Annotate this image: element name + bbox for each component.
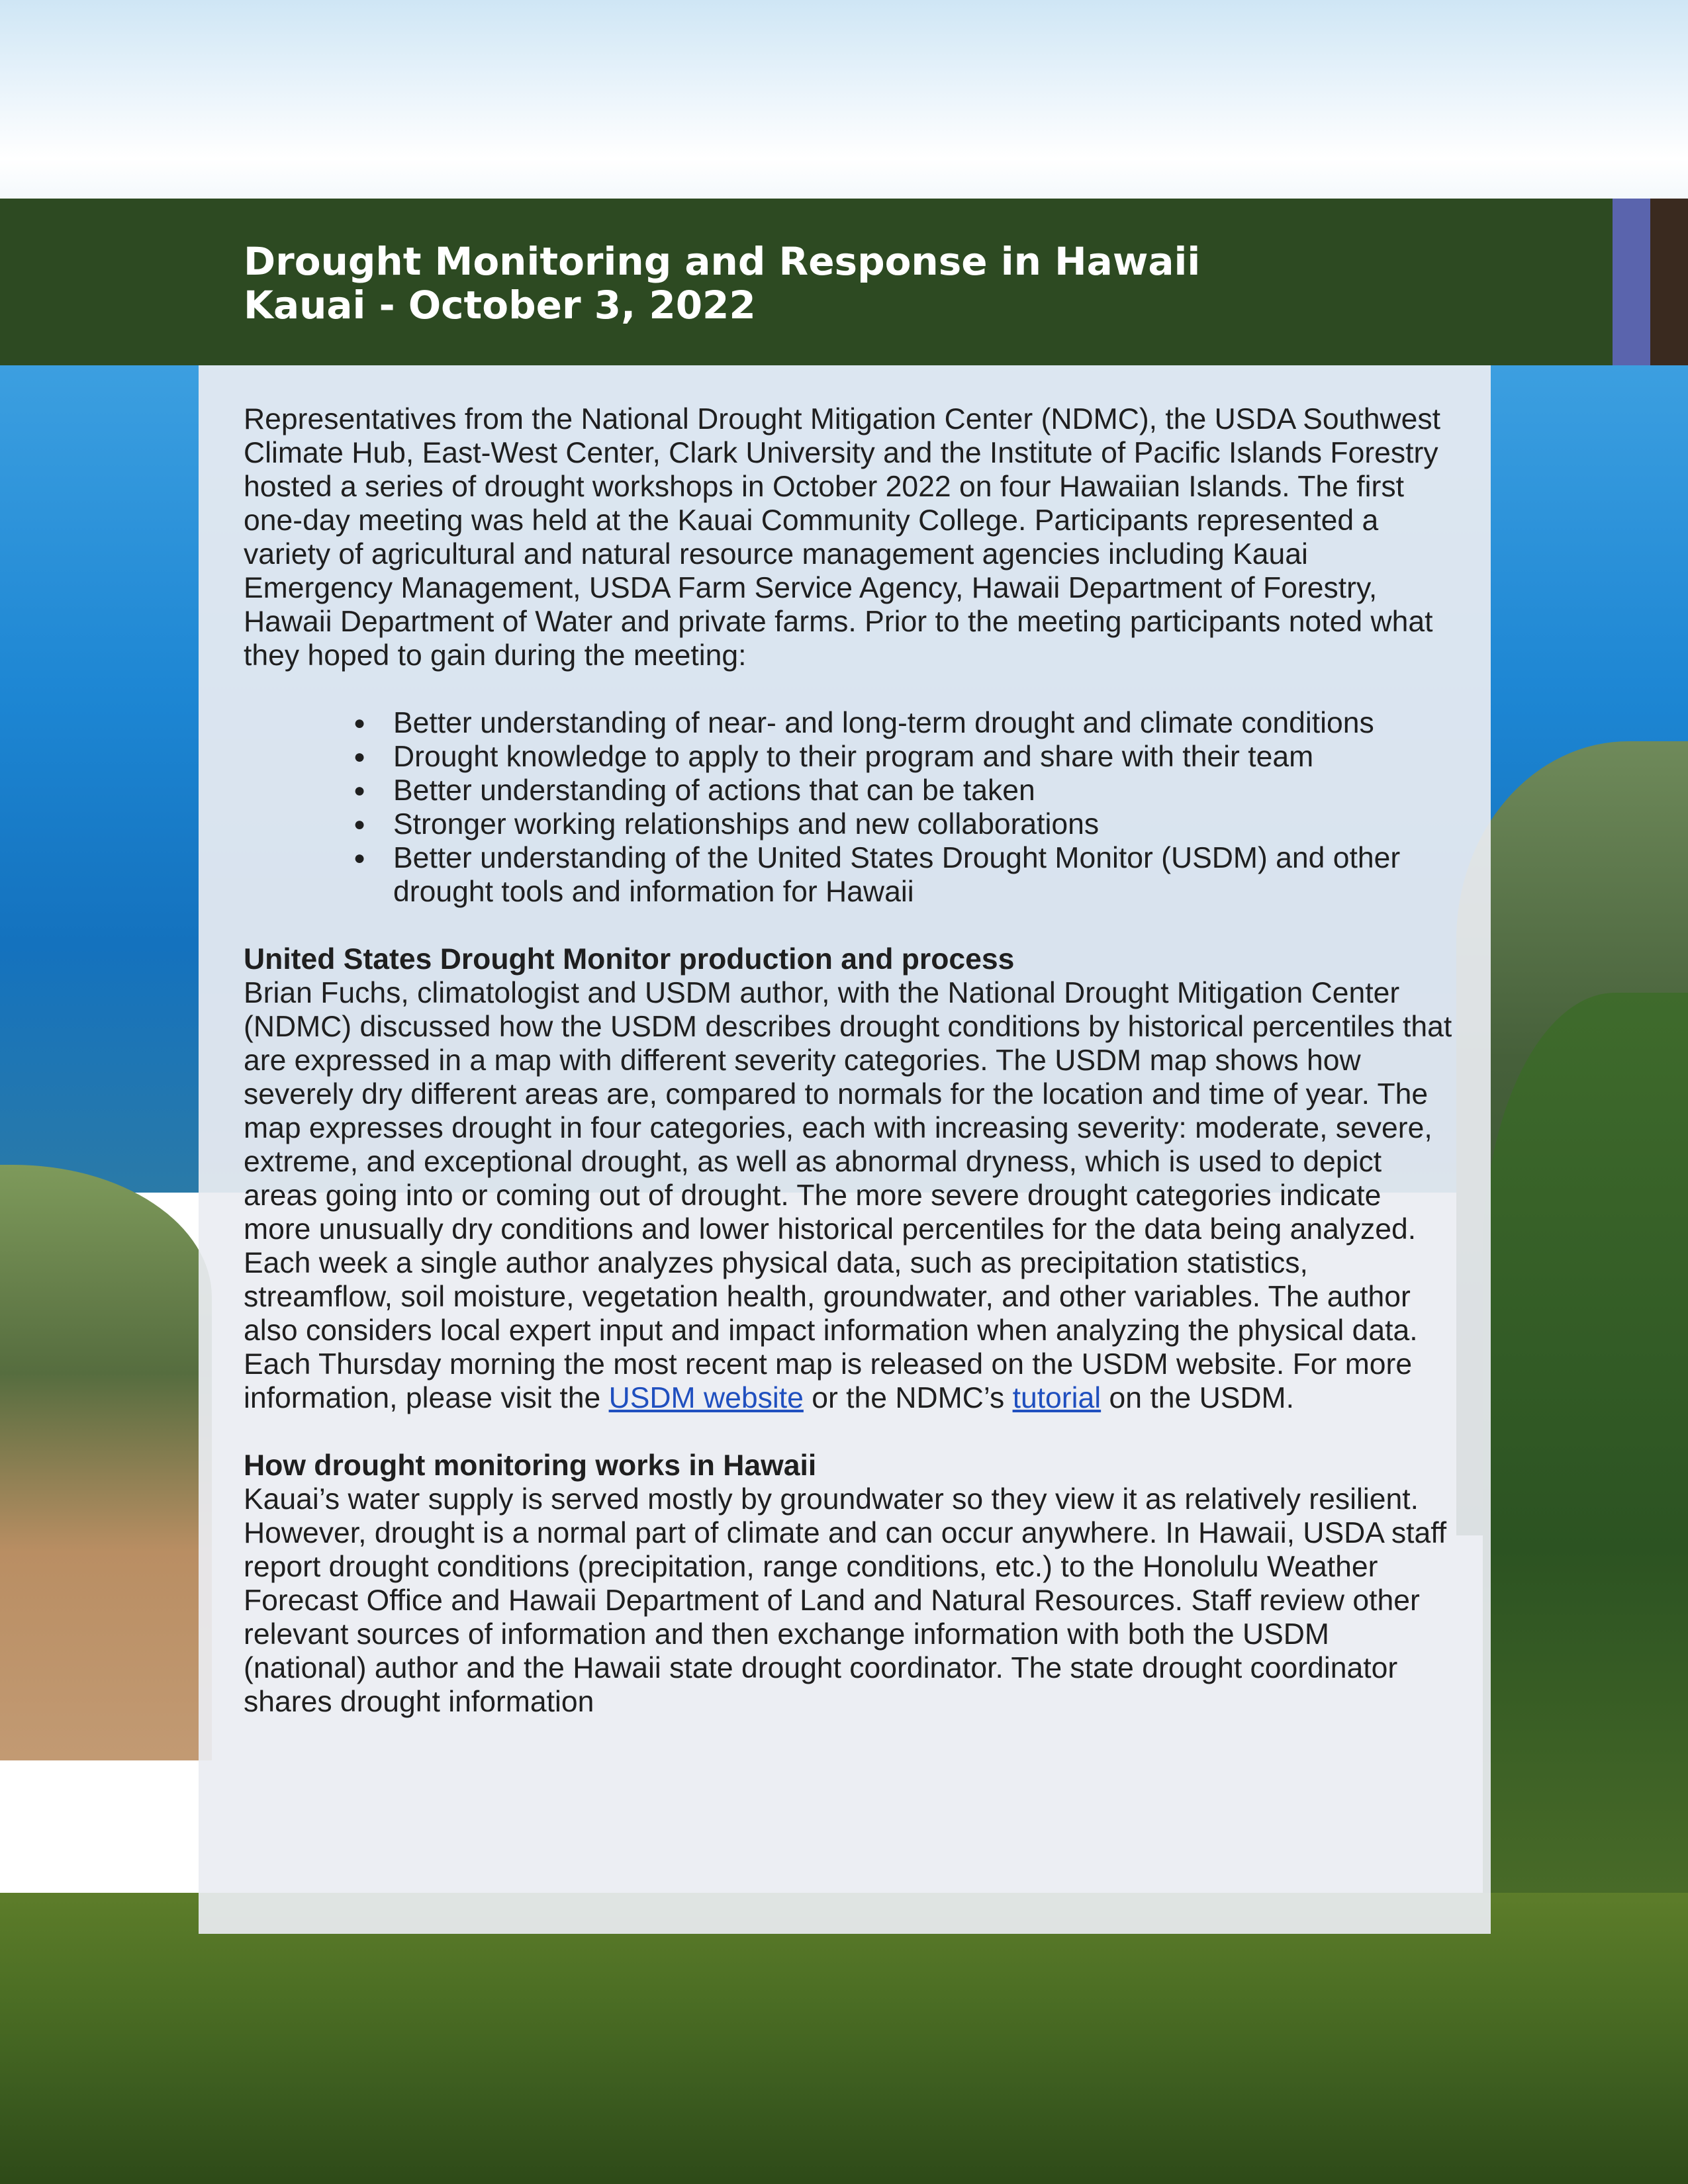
list-item-text: Drought knowledge to apply to their program and share with their team	[393, 741, 1314, 773]
bullet-icon: ●	[353, 813, 366, 835]
intro-paragraph: Representatives from the National Drought Mitigation Center (NDMC), the USDA Southwest Climate Hub, East-West Center, Clark University and the Institute of Pacific Islands Forestry hosted a series of drought workshops in October 2022 on four Hawaiian Islands. The first one-day meeting was held at the Kauai Community College. Participants represented a variety of agricultural and natural resource management agencies including Kauai Emergency Management, USDA Farm Service Agency, Hawaii Department of Forestry, Hawaii Department of Water and private farms. Prior to the meeting participants noted what they hoped to gain during the meeting:	[244, 403, 1440, 672]
hawaii-monitoring-section	[244, 1449, 1455, 1719]
section-paragraph: Kauai’s water supply is served mostly by groundwater so they view it as relatively resilient. However, drought is a normal part of climate and can occur anywhere. In Hawaii, USDA staff report drought conditions (precipitation, range conditions, etc.) to the Honolulu Weather Forecast Office and Hawaii Department of Land and Natural Resources. Staff review other relevant sources of information and then exchange information with both the USDM (national) author and the Hawaii state drought coordinator. The state drought coordinator shares drought information	[244, 1483, 1447, 1718]
sky-background	[0, 0, 1688, 199]
section-heading: How drought monitoring works in Hawaii	[244, 1449, 817, 1482]
accent-stripe-blue	[1613, 199, 1650, 365]
bullet-icon: ●	[353, 712, 366, 734]
section-body-text-end: on the USDM.	[1101, 1382, 1294, 1414]
list-item-text: Better understanding of near- and long-term drought and climate conditions	[393, 707, 1374, 739]
list-item-text: Stronger working relationships and new collaborations	[393, 808, 1100, 841]
section-body-text: Brian Fuchs, climatologist and USDM author, with the National Drought Mitigation Center (NDMC) discussed how the USDM describes drought conditions by historical percentiles that are expressed in a map with different severity categories. The USDM map shows how severely dry different areas are, compared to normals for the location and time of year. The map expresses drought in four categories, each with increasing severity: moderate, severe, extreme, and exceptional drought, as well as abnormal dryness, which is used to depict areas going into or coming out of drought. The more severe drought categories indicate more unusually dry conditions and lower historical percentiles for the data being analyzed. Each week a single author analyzes physical data, such as precipitation statistics, streamflow, soil moisture, vegetation health, groundwater, and other variables. The author also considers local expert input and impact information when analyzing the physical data. Each Thursday morning the most recent map is released on the USDM website. For more information, please visit the	[244, 977, 1452, 1414]
article-body	[244, 402, 1455, 1752]
list-item-text: Better understanding of actions that can be taken	[393, 774, 1035, 807]
list-item-text: Better understanding of the United States Drought Monitor (USDM) and other drought tools and information for Hawaii	[393, 842, 1401, 908]
title-line-1: Drought Monitoring and Response in Hawaii	[244, 239, 1201, 284]
list-item	[353, 807, 1455, 841]
cliff-left-background	[0, 1165, 212, 1760]
list-item	[353, 774, 1455, 807]
list-item	[353, 841, 1455, 909]
goals-list	[244, 706, 1455, 909]
bullet-icon: ●	[353, 847, 366, 869]
list-item	[353, 740, 1455, 774]
tutorial-link[interactable]: tutorial	[1012, 1382, 1102, 1414]
list-item	[353, 706, 1455, 740]
section-paragraph	[244, 976, 1455, 1415]
bullet-icon: ●	[353, 780, 366, 801]
accent-stripe-brown	[1650, 199, 1688, 365]
bullet-icon: ●	[353, 746, 366, 768]
title-line-2: Kauai - October 3, 2022	[244, 283, 756, 328]
foliage-right-background	[1483, 993, 1688, 1919]
usdm-website-link[interactable]: USDM website	[608, 1382, 804, 1414]
page-title	[244, 240, 1501, 327]
usdm-section	[244, 942, 1455, 1415]
section-body-text-middle: or the NDMC’s	[803, 1382, 1013, 1414]
section-heading: United States Drought Monitor production and process	[244, 943, 1015, 976]
foliage-background	[0, 1893, 1688, 2184]
